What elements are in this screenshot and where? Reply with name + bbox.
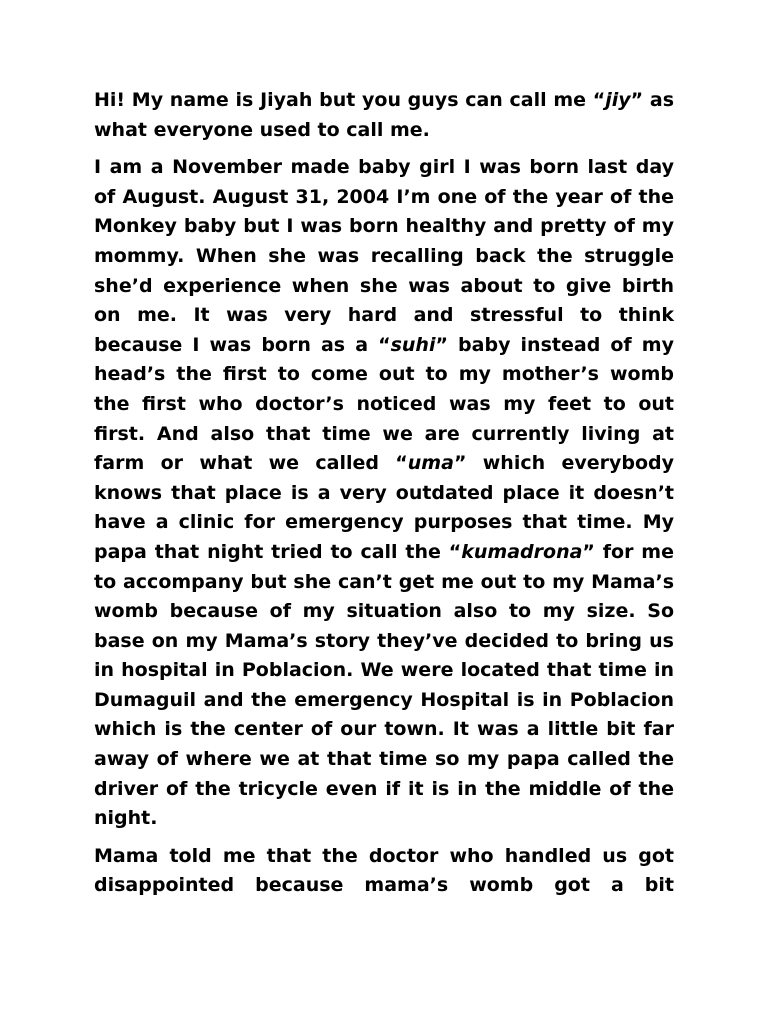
text-segment: ” as what everyone used to call me. bbox=[94, 89, 674, 141]
text-segment: I am a November made baby girl I was born last day of August. August 31, 2004 I’m one of the year of the Monkey baby but I was born healthy and pretty of my mommy. When she was recalling back the struggle she’d experience when she was about to give birth on me. It was very hard and stressful to think because I was born as a “ bbox=[94, 156, 674, 356]
uma-term: uma bbox=[407, 452, 454, 475]
text-segment: ” for me to accompany but she can’t get me out to my Mama’s womb because of my situation also to my size. So base on my Mama’s story they’ve decided to bring us in hospital in Poblacion. We were located that time in Dumaguil and the emergency Hospital is in Poblacion which is the center of our town. It was a little bit far away of where we at that time so my papa called the driver of the tricycle even if it is in the middle of the night. bbox=[94, 540, 674, 830]
suhi-term: suhi bbox=[390, 333, 436, 356]
paragraph-birth-story bbox=[94, 153, 674, 834]
text-segment: Mama told me that the doctor who handled us got disappointed because mama’s womb got a bit bbox=[94, 844, 674, 897]
nickname-term: jiy bbox=[605, 89, 631, 111]
kumadrona-term: kumadrona bbox=[461, 540, 583, 563]
text-segment: ” which everybody knows that place is a very outdated place it doesn’t have a clinic for emergency purposes that time. My papa that night tried to call the “ bbox=[94, 452, 674, 563]
document-body bbox=[94, 86, 674, 909]
paragraph-doctor bbox=[94, 842, 674, 901]
text-segment: ” baby instead of my head’s the first to come out to my mother’s womb the first who doctor’s noticed was my feet to out first. And also that time we are currently living at farm or what we called “ bbox=[94, 333, 674, 475]
paragraph-introduction bbox=[94, 86, 674, 145]
text-segment: Hi! My name is Jiyah but you guys can call me “ bbox=[94, 89, 606, 111]
